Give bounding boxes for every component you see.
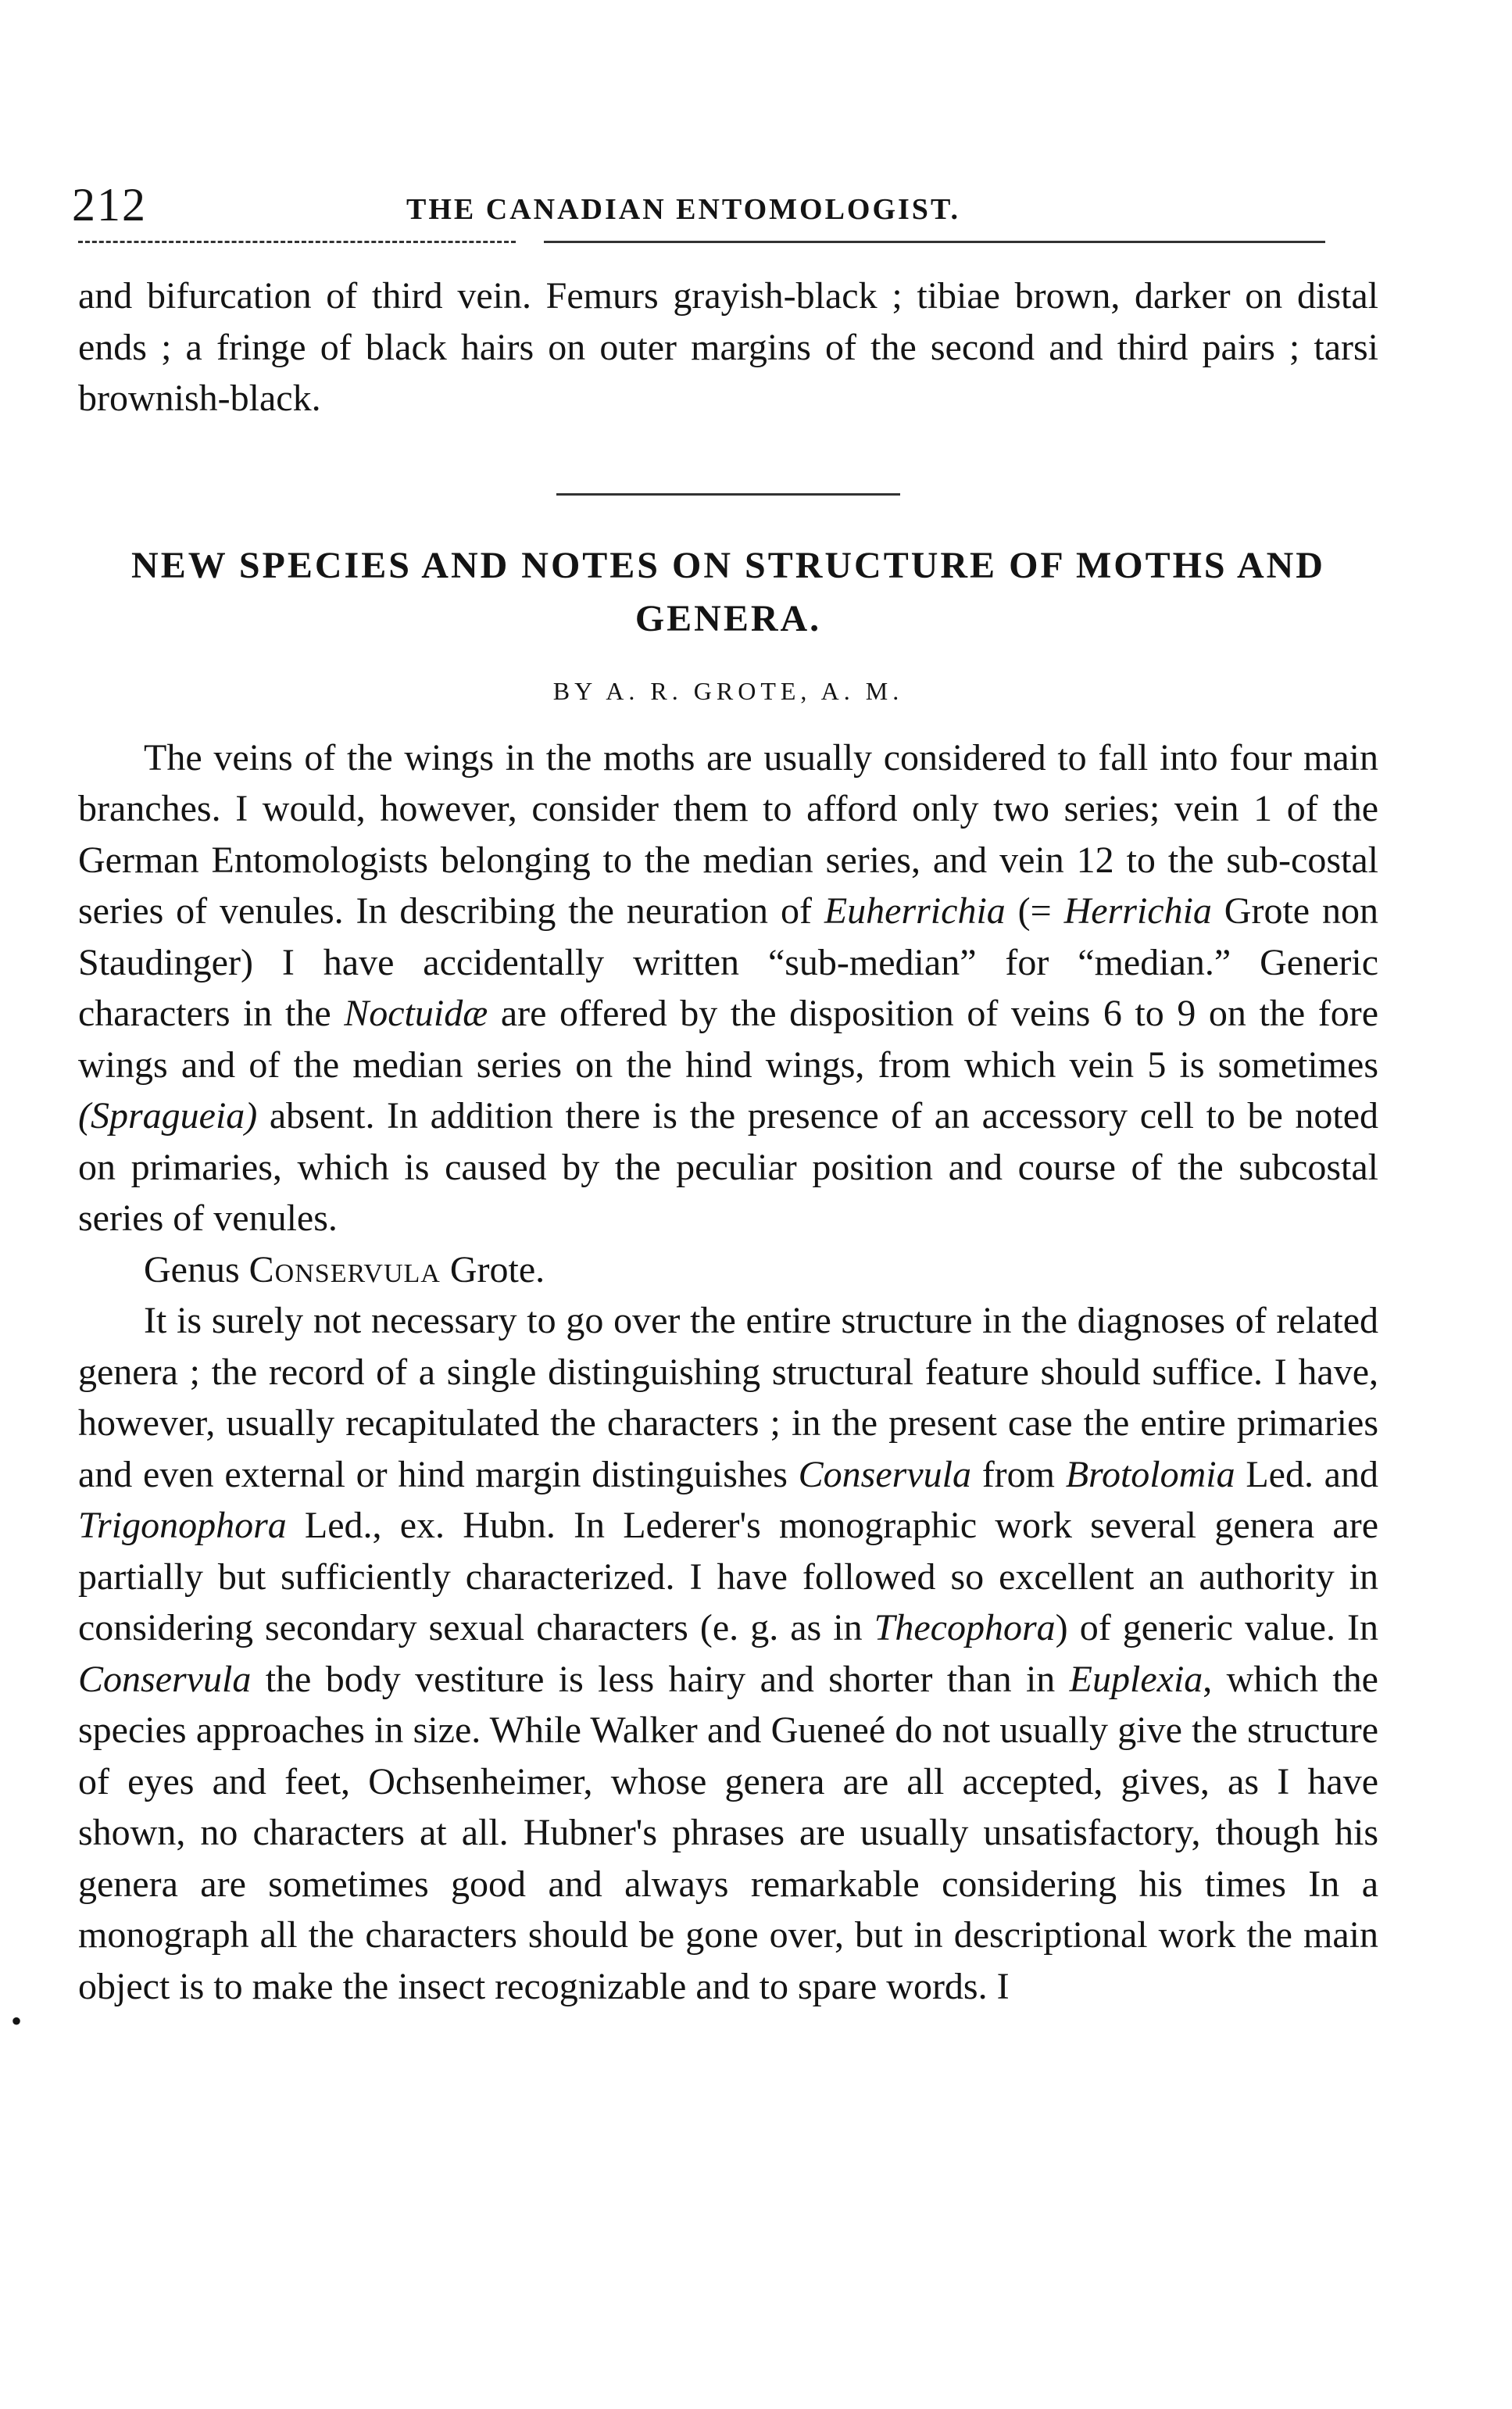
genus-italic: Thecophora [874,1607,1056,1648]
text-run: ) of generic value. In [1055,1607,1378,1648]
journal-title: THE CANADIAN ENTOMOLOGIST. [406,193,960,226]
text-run: the body vestiture is less hairy and shorter than in [251,1658,1070,1700]
header-rule-dashed [78,241,516,244]
genus-italic: Euherrichia [824,890,1006,932]
genus-heading-suffix: Grote. [440,1248,545,1290]
margin-mark: • [11,2003,23,2039]
genus-heading-name: Conservula [248,1248,441,1290]
text-run: from [970,1453,1066,1495]
text-run: absent. In addition there is the presence of an accessory cell to be noted on primaries, which is caused by the peculiar position and course of the subcostal series of venules. [78,1095,1378,1239]
paragraph-conservula [78,1295,1378,2012]
text-run: (= [1005,890,1064,932]
genus-italic: Euplexia [1069,1658,1203,1700]
text-run: , which the species approaches in size. While Walker and Gueneé do not usually give the structure of eyes and feet, Ochsenheimer, whose genera are all accepted, gives, as I have shown, no characters at all. Hubner's phrases are usually unsatisfactory, though his genera are sometimes good and always remarkable considering his times In a monograph all the characters should be gone over, but in descriptional work the main object is to make the insect recognizable and to spare words. I [78,1658,1378,2007]
page-body [72,178,1379,2012]
article-title: NEW SPECIES AND NOTES ON STRUCTURE OF MOTHS AND GENERA. [131,544,1325,639]
genus-italic: Trigonophora [78,1505,287,1546]
page-number: 212 [72,179,147,231]
text-run: Led. and [1235,1453,1378,1495]
text-run: Grote non Staudinger) I have accidentally written “sub-median” for “median.” Generic characters in the [78,890,1378,1034]
header-rule-solid [544,241,1325,244]
text-run: It is surely not necessary to go over the entire structure in the diagnoses of related genera ; the record of a single distinguishing structural feature should suffice. I have, however, usually recapitulated the characters ; in the present case the entire primaries and even external or hind margin distinguishes [78,1300,1378,1495]
genus-italic: (Spragueia) [78,1095,258,1136]
genus-heading-prefix: Genus [144,1248,249,1290]
article-byline: BY A. R. GROTE, A. M. [552,676,904,705]
family-italic: Noctuidæ [344,993,488,1034]
genus-heading [78,1244,1378,1296]
genus-italic: Conservula [798,1453,971,1495]
section-divider [556,493,900,496]
running-head [72,178,1378,241]
genus-italic: Herrichia [1063,890,1212,932]
genus-italic: Conservula [78,1658,252,1700]
text-run: Led., ex. Hubn. In Lederer's monographic work several genera are partially but sufficiently characterized. I have followed so excellent an authority in considering secondary sexual characters (e. g. as in [78,1505,1378,1648]
paragraph-veins [78,732,1378,1244]
intro-paragraph: and bifurcation of third vein. Femurs grayish-black ; tibiae brown, darker on distal ends ; a fringe of black hairs on outer margins of the second and third pairs ; tarsi brownish-black. [78,275,1378,419]
genus-italic: Brotolomia [1065,1453,1235,1495]
text-run: The veins of the wings in the moths are usually considered to fall into four main branches. I would, however, consider them to afford only two series; vein 1 of the German Entomologists belonging to the median series, and vein 12 to the sub-costal series of venules. In describing the neuration of [78,736,1378,932]
text-run: are offered by the disposition of veins 6 to 9 on the fore wings and of the median series on the hind wings, from which vein 5 is sometimes [78,993,1379,1086]
header-rule [78,241,1378,244]
